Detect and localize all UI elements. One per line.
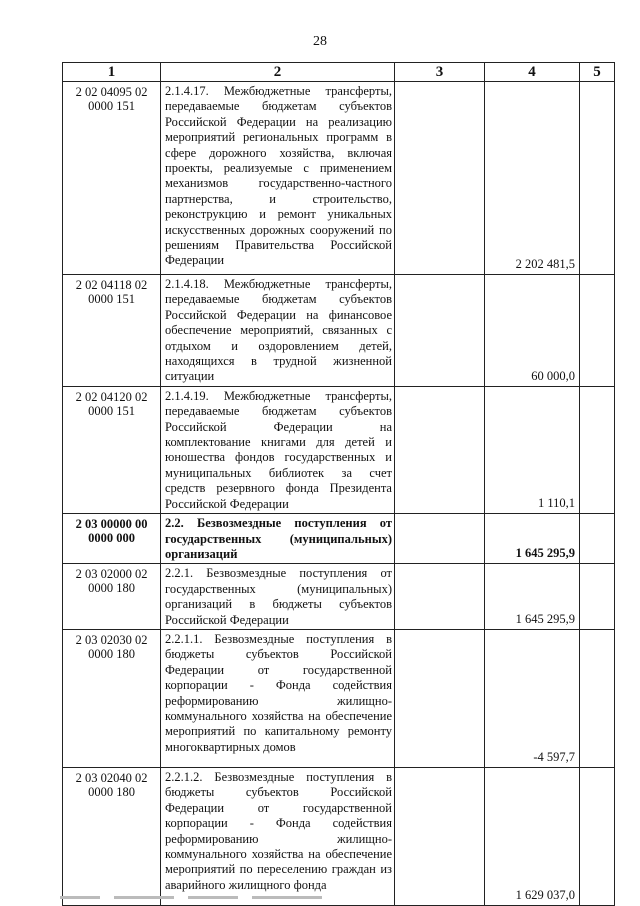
table-row (63, 386, 615, 513)
row-name: 2.1.4.17. Межбюджетные трансферты, передаваемые бюджетам субъектов Российской Федерации на реализацию мероприятий региональных программ в сфере дорожного хозяйства, включая проекты, реализуемые с применением механизмов государственно-частного партнерства, и строительство, реконструкцию и ремонт уникальных искусственных дорожных сооружений по решениям Правительства Российской Федерации (161, 82, 395, 275)
row-code: 2 02 04120 02 0000 151 (63, 386, 161, 513)
row-amount: 1 110,1 (485, 386, 580, 513)
row-col5 (580, 82, 615, 275)
row-col5 (580, 386, 615, 513)
row-amount: 2 202 481,5 (485, 82, 580, 275)
row-col3 (395, 386, 485, 513)
row-name: 2.2.1.1. Безвозмездные поступления в бюджеты субъектов Российской Федерации от государственной корпорации - Фонда содействия реформированию жилищно-коммунального хозяйства на обеспечение мероприятий по капитальному ремонту многоквартирных домов (161, 629, 395, 767)
row-amount: 1 629 037,0 (485, 767, 580, 905)
row-code: 2 03 02000 02 0000 180 (63, 564, 161, 630)
row-amount: 1 645 295,9 (485, 514, 580, 564)
row-name: 2.2. Безвозмездные поступления от государственных (муниципальных) организаций (161, 514, 395, 564)
table-row (63, 514, 615, 564)
page-number: 28 (313, 34, 327, 49)
header-col-1: 1 (63, 63, 161, 82)
budget-revenue-table (62, 62, 615, 906)
scan-footer-mark (60, 888, 360, 894)
table-row (63, 275, 615, 387)
row-code: 2 02 04095 02 0000 151 (63, 82, 161, 275)
row-name: 2.1.4.19. Межбюджетные трансферты, передаваемые бюджетам субъектов Российской Федерации на комплектование книгами для детей и юношества фондов государственных и муниципальных библиотек за счет средств резервного фонда Президента Российской Федерации (161, 386, 395, 513)
row-name: 2.1.4.18. Межбюджетные трансферты, передаваемые бюджетам субъектов Российской Федерации на финансовое обеспечение мероприятий, связанных с отдыхом и оздоровлением детей, находящихся в трудной жизненной ситуации (161, 275, 395, 387)
row-col3 (395, 275, 485, 387)
row-amount: 1 645 295,9 (485, 564, 580, 630)
row-col5 (580, 275, 615, 387)
table-header-row (63, 63, 615, 82)
row-code: 2 03 00000 00 0000 000 (63, 514, 161, 564)
row-col5 (580, 767, 615, 905)
row-col3 (395, 767, 485, 905)
row-name: 2.2.1. Безвозмездные поступления от государственных (муниципальных) организаций в бюджеты субъектов Российской Федерации (161, 564, 395, 630)
table-row (63, 629, 615, 767)
header-col-3: 3 (395, 63, 485, 82)
row-col5 (580, 514, 615, 564)
row-col5 (580, 629, 615, 767)
row-col3 (395, 564, 485, 630)
table-row (63, 767, 615, 905)
header-col-4: 4 (485, 63, 580, 82)
row-code: 2 03 02040 02 0000 180 (63, 767, 161, 905)
row-col3 (395, 514, 485, 564)
row-name: 2.2.1.2. Безвозмездные поступления в бюджеты субъектов Российской Федерации от государственной корпорации - Фонда содействия реформированию жилищно-коммунального хозяйства на обеспечение мероприятий по переселению граждан из аварийного жилищного фонда (161, 767, 395, 905)
row-code: 2 03 02030 02 0000 180 (63, 629, 161, 767)
table-row (63, 564, 615, 630)
header-col-2: 2 (161, 63, 395, 82)
header-col-5: 5 (580, 63, 615, 82)
row-col3 (395, 82, 485, 275)
row-code: 2 02 04118 02 0000 151 (63, 275, 161, 387)
table-row (63, 82, 615, 275)
row-amount: -4 597,7 (485, 629, 580, 767)
row-amount: 60 000,0 (485, 275, 580, 387)
row-col3 (395, 629, 485, 767)
row-col5 (580, 564, 615, 630)
